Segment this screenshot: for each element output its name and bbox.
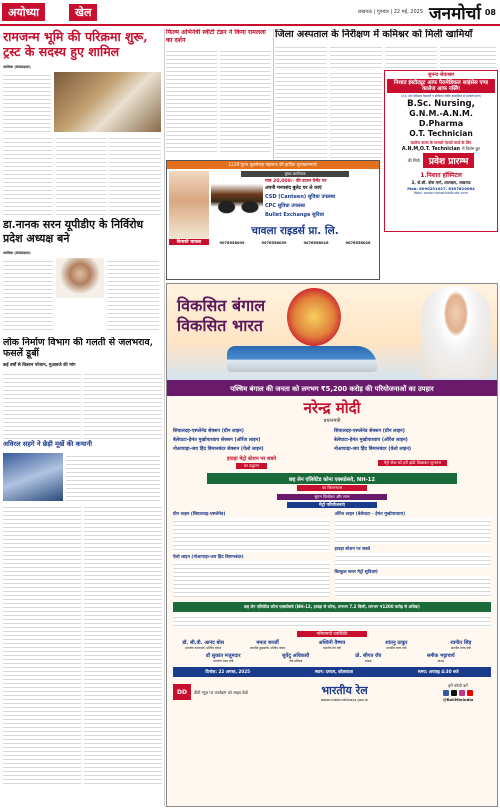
article3-text-col3	[385, 44, 437, 68]
college-note-suffix: में विशेष छूट	[462, 146, 481, 151]
dignitary-7-role: नेता प्रतिपक्ष	[289, 659, 303, 663]
inauguration-left	[173, 456, 330, 469]
article2-headline: फिल्म अभिनेत्री स्वीटी टंडन ने किया रामलला का दर्शन	[166, 29, 266, 44]
col-left-title-2: येलो लाइन (नोआपाड़ा-जय हिंद बिमानबंदर)	[173, 555, 244, 560]
article6-photo	[3, 453, 63, 501]
college-web: Web: www.nishatinstitute.com	[413, 191, 469, 195]
masthead	[0, 0, 500, 26]
article5-headline: लोक निर्माण विभाग की गलती से जलभराव, फसलें डूबीं	[3, 337, 153, 359]
project-right-2: बेलेघाटा-हेमंत मुखोपाध्याय (ऑरेंज लाइन)	[334, 438, 408, 443]
dignitary-1-name: डॉ. सी.वी. आनंद बोस	[182, 640, 225, 646]
inauguration-right	[334, 460, 491, 466]
dignitary-2-name: ममता बनर्जी	[256, 640, 279, 646]
dignitary-3-name: अश्विनी वैष्णव	[318, 640, 346, 646]
ad-main-title: पश्चिम बंगाल की जनता को लगभग ₹5,200 करोड़ की परियोजनाओं का उपहार	[230, 384, 434, 393]
project-left-3: नोआपाड़ा-जय हिंद बिमानबंदर सेक्शन (येलो लाइन)	[173, 447, 264, 452]
dignitaries-row-1	[171, 640, 493, 650]
phone-3: 9076558016	[303, 241, 329, 245]
facebook-icon	[443, 690, 449, 696]
dignitaries-row-2	[187, 653, 477, 663]
article5-text-col2	[84, 371, 162, 439]
railway-name: भारतीय रेल	[321, 683, 368, 697]
article1-headline: रामजन्म भूमि की परिक्रमा शुरू, ट्रस्ट के सदस्य हुए शामिल	[3, 29, 148, 59]
csd-label: CSD (Canteen) सुविधा उपलब्ध	[265, 194, 336, 200]
college-title-2: निशात इंस्टीट्यूट आफ पैरामेडिकल साइंसेस एण्ड कालेज आफ नर्सिंग	[387, 79, 495, 93]
event-date: दिनांक: 22 अगस्त, 2025	[205, 669, 251, 674]
dignitary-5-name: रवनीत सिंह	[450, 640, 472, 646]
inauguration-left-title: हावड़ा मेट्रो स्टेशन पर सबवे	[226, 456, 276, 462]
inauguration-right-title: मेट्रो सेवा को हरी झंडी दिखाकर शुभारंभ	[378, 460, 447, 466]
dignitary-8-role: सांसद	[365, 659, 372, 663]
x-icon	[451, 690, 457, 696]
goddess-illustration	[287, 288, 341, 346]
college-ad	[384, 70, 498, 232]
dealer-photo	[169, 171, 209, 245]
article3-text-left	[275, 70, 327, 158]
course-4: O.T. Technician	[409, 129, 473, 138]
college-title-1: सुनन्द सेवाश्रम	[427, 72, 455, 78]
project-left-1: सियालदह-एस्प्लेनेड सेक्शन (ग्रीन लाइन)	[173, 429, 244, 434]
dignitary-8-name: प्रो. सौगत रॉय	[355, 653, 382, 659]
article-actress	[166, 29, 272, 159]
college-courses	[385, 99, 497, 138]
college-notice: कालेज रूल्स के मानकों पेटकों चार्ज के लिए	[410, 140, 472, 145]
project-right-3: नोआपाड़ा-जय हिंद बिमानबंदर (येलो लाइन)	[334, 447, 412, 452]
ad-footer	[173, 680, 491, 704]
dignitary-3-role: माननीय रेल मंत्री	[323, 646, 341, 650]
bike-ad-banner: 123वें पूज्य श्रुतसेनाह महाराज की हार्दिक शुभकामनाएं!	[167, 161, 379, 169]
col-right-title: ऑरेंज लाइन (बेलेघाटा - हेमंत मुखोपाध्याय)	[334, 512, 406, 517]
article1-text-col4	[109, 135, 161, 215]
pm-title: प्रधानमंत्री	[323, 418, 341, 424]
chief-guests: गरिमामयी उपस्थिति	[297, 631, 367, 637]
article4-text-col1	[3, 258, 53, 330]
college-course-5: A.N.M,O.T. Technician	[401, 146, 461, 152]
article5-text-col1	[3, 371, 81, 439]
inauguration-left-sub: का उद्घाटन	[236, 463, 268, 469]
dignitary-5-role: माननीय राज्य मंत्री	[450, 646, 471, 650]
college-hospital: 1.निशात हॉस्पिटल	[420, 172, 462, 179]
dignitary-4-name: शांतनु ठाकुर	[385, 640, 408, 646]
article6-text-col2	[3, 504, 81, 784]
article2-text-col2	[220, 48, 271, 154]
dignitary-4-role: माननीय राज्य मंत्री	[386, 646, 407, 650]
college-mobile: Mob: 8090291027, 6307820064	[407, 186, 475, 191]
bottom-banner-text: छह लेन एलिवेटेड कोना एक्सप्रेसवे (NH-12, हावड़ा से कोना, लगभग 7.2 किमी, लगभग ₹1200 करोड़ से अधिक)	[244, 604, 420, 609]
event-info-strip	[173, 667, 491, 677]
article4-dateline: अयोध्या (संवाददाता)	[3, 251, 31, 255]
cpc-label: CPC सुविधा उपलब्ध	[265, 203, 305, 209]
article-hospital-inspection	[275, 29, 497, 69]
event-venue: स्थान: दमदम, कोलकाता	[314, 669, 354, 674]
slogan-2: विकसित भारत	[177, 316, 264, 335]
article1-text-col3	[56, 135, 106, 215]
dignitary-7-name: सुवेंदु अधिकारी	[282, 653, 310, 659]
article-ram-janmabhoomi	[3, 29, 163, 214]
course-2: G.N.M.-A.N.M.	[409, 109, 473, 118]
article3-text-col4	[440, 44, 496, 68]
railway-web: www.indianrailways.gov.in	[320, 697, 369, 702]
col-left-text-2	[173, 561, 330, 597]
instagram-icon	[459, 690, 465, 696]
article1-photo	[54, 72, 161, 132]
course-3: D.Pharma	[418, 119, 464, 128]
col-right-text-2	[335, 553, 492, 567]
article6-text-col3	[84, 504, 162, 784]
college-affiliation: (उ.प्र. स्टेट मेडिकल फैकल्टी व इण्डियन नर्सिंग काउन्सिल से मान्यता प्राप्त)	[401, 94, 481, 98]
dd-news-logo: DD	[173, 684, 191, 700]
column-rule-1	[164, 29, 165, 807]
section-head: मेट्रो परियोजनाएं	[287, 502, 377, 508]
admission-banner: प्रवेश प्रारम्भ	[423, 153, 475, 168]
event-time: समय: अपराह्न 4:30 बजे	[417, 669, 459, 674]
dignitary-9-name: समीक भट्टाचार्य	[426, 653, 455, 659]
govt-metro-ad	[166, 283, 498, 807]
article4-headline: डा.नानक सरन यूपीडीए के निर्विरोध प्रदेश अध्यक्ष बने	[3, 218, 144, 245]
article1-dateline: अयोध्या (संवाददाता)	[3, 65, 31, 69]
highway-band	[207, 473, 457, 484]
bike-ad	[166, 160, 380, 280]
bullet-label: Bullet Exchange सुविधा	[265, 212, 324, 218]
sponsor-label: मुख्य प्रायोजक	[241, 171, 349, 177]
col-left-title: ग्रीन लाइन (सियालदह-एस्प्लेनेड)	[173, 512, 226, 517]
college-only-for: की सिर्फ	[407, 157, 420, 163]
dealer-label: विनाशी चावला	[169, 239, 209, 245]
ad-hero	[167, 284, 497, 380]
article4-text-col2	[107, 258, 159, 330]
col-right-text-3	[335, 576, 492, 598]
offer-2: अपनी मनपसंद बुलेट घर ले जाएं	[265, 186, 322, 191]
page-number: 08	[484, 7, 496, 17]
article6-text-col1	[66, 453, 160, 501]
social-handle: @RailMinIndia	[442, 696, 474, 702]
dignitary-9-role: सांसद	[437, 659, 444, 663]
dignitary-1-role: माननीय राज्यपाल, पश्चिम बंगाल	[185, 646, 222, 650]
bike-image	[211, 180, 263, 216]
dignitary-2-role: माननीय मुख्यमंत्री, पश्चिम बंगाल	[249, 646, 286, 650]
follow-label: हमें फॉलो करें	[448, 682, 468, 688]
project-right-1: सियालदह-एस्प्लेनेड सेक्शन (ग्रीन लाइन)	[334, 429, 405, 434]
dealer-name: चावला राइडर्स प्रा. लि.	[251, 225, 339, 237]
highway-sub: का शिलान्यास	[297, 485, 367, 491]
article1-text-col2	[3, 135, 53, 215]
dealer-phones	[211, 241, 379, 245]
pm-name: नरेन्द्र मोदी	[303, 399, 361, 417]
dignitary-6-name: डॉ सुकांत मजूमदार	[205, 653, 241, 659]
article5-subheadline: कई वर्षों से किसान परेशान, मुआवजे की मांग	[3, 363, 76, 368]
ad-title-band	[167, 380, 497, 396]
metro-train	[227, 346, 377, 372]
col-right-title-3: बिल्कुल सरल मेट्रो सुविधाएं	[334, 570, 378, 575]
phone-4: 9076558026	[345, 241, 371, 245]
article3-text-mid	[330, 70, 382, 158]
article3-headline: जिला अस्पताल के निरीक्षण में कमिश्नर को मिली खामियाँ	[275, 29, 473, 40]
article3-text-col1	[275, 44, 327, 68]
bottom-banner-details	[173, 614, 491, 628]
article6-headline: अविरल सहगे ने छेड़ी मूर्खे की कचानी	[3, 440, 92, 448]
article1-text-col1	[3, 72, 51, 132]
city-date: लखनऊ | गुरुवार | 22 मई, 2025	[357, 9, 424, 15]
paper-name: जनमोर्चा	[429, 3, 481, 24]
pm-photo	[421, 286, 491, 378]
article-avirals	[3, 440, 163, 790]
column-rule-2	[273, 29, 274, 159]
course-1: B.Sc. Nursing,	[407, 99, 475, 109]
college-address: 3, जे.सी. बोस मार्ग, लालबाग, लखनऊ	[411, 180, 471, 185]
article-pwd	[3, 337, 163, 437]
col-right-text-1	[335, 518, 492, 544]
bottom-banner	[173, 602, 491, 612]
dd-text: डीडी न्यूज़ पर कार्यक्रम को लाइव देखें	[194, 689, 248, 695]
article-nanak-saran	[3, 218, 163, 333]
article3-text-col2	[330, 44, 382, 68]
offer-1: मात्र 20,000/- की डाउन पेमेंट पर	[265, 179, 327, 184]
dignitary-6-role: माननीय राज्य मंत्री	[213, 659, 234, 663]
section-left: अयोध्या	[8, 5, 39, 19]
section-label	[2, 3, 45, 21]
article4-photo	[56, 258, 104, 298]
phone-2: 9076558039	[261, 241, 287, 245]
metro-benefits: सुगम विलोकर और लाभ	[277, 494, 387, 500]
article2-text-col1	[166, 48, 217, 154]
section-tag: खेल	[69, 4, 97, 21]
highway-title: छह लेन एलिवेटेड कोना एक्सप्रेसवे, NH-12	[289, 476, 375, 483]
project-left-2: बेलेघाटा-हेमंत मुखोपाध्याय सेक्शन (ऑरेंज लाइन)	[173, 438, 261, 443]
slogan-1: विकसित बंगाल	[177, 296, 266, 315]
phone-1: 9076558009	[219, 241, 245, 245]
youtube-icon	[467, 690, 473, 696]
col-right-title-2: हावड़ा स्टेशन पर सबवे	[334, 547, 371, 552]
col-left-text-1	[173, 518, 330, 552]
